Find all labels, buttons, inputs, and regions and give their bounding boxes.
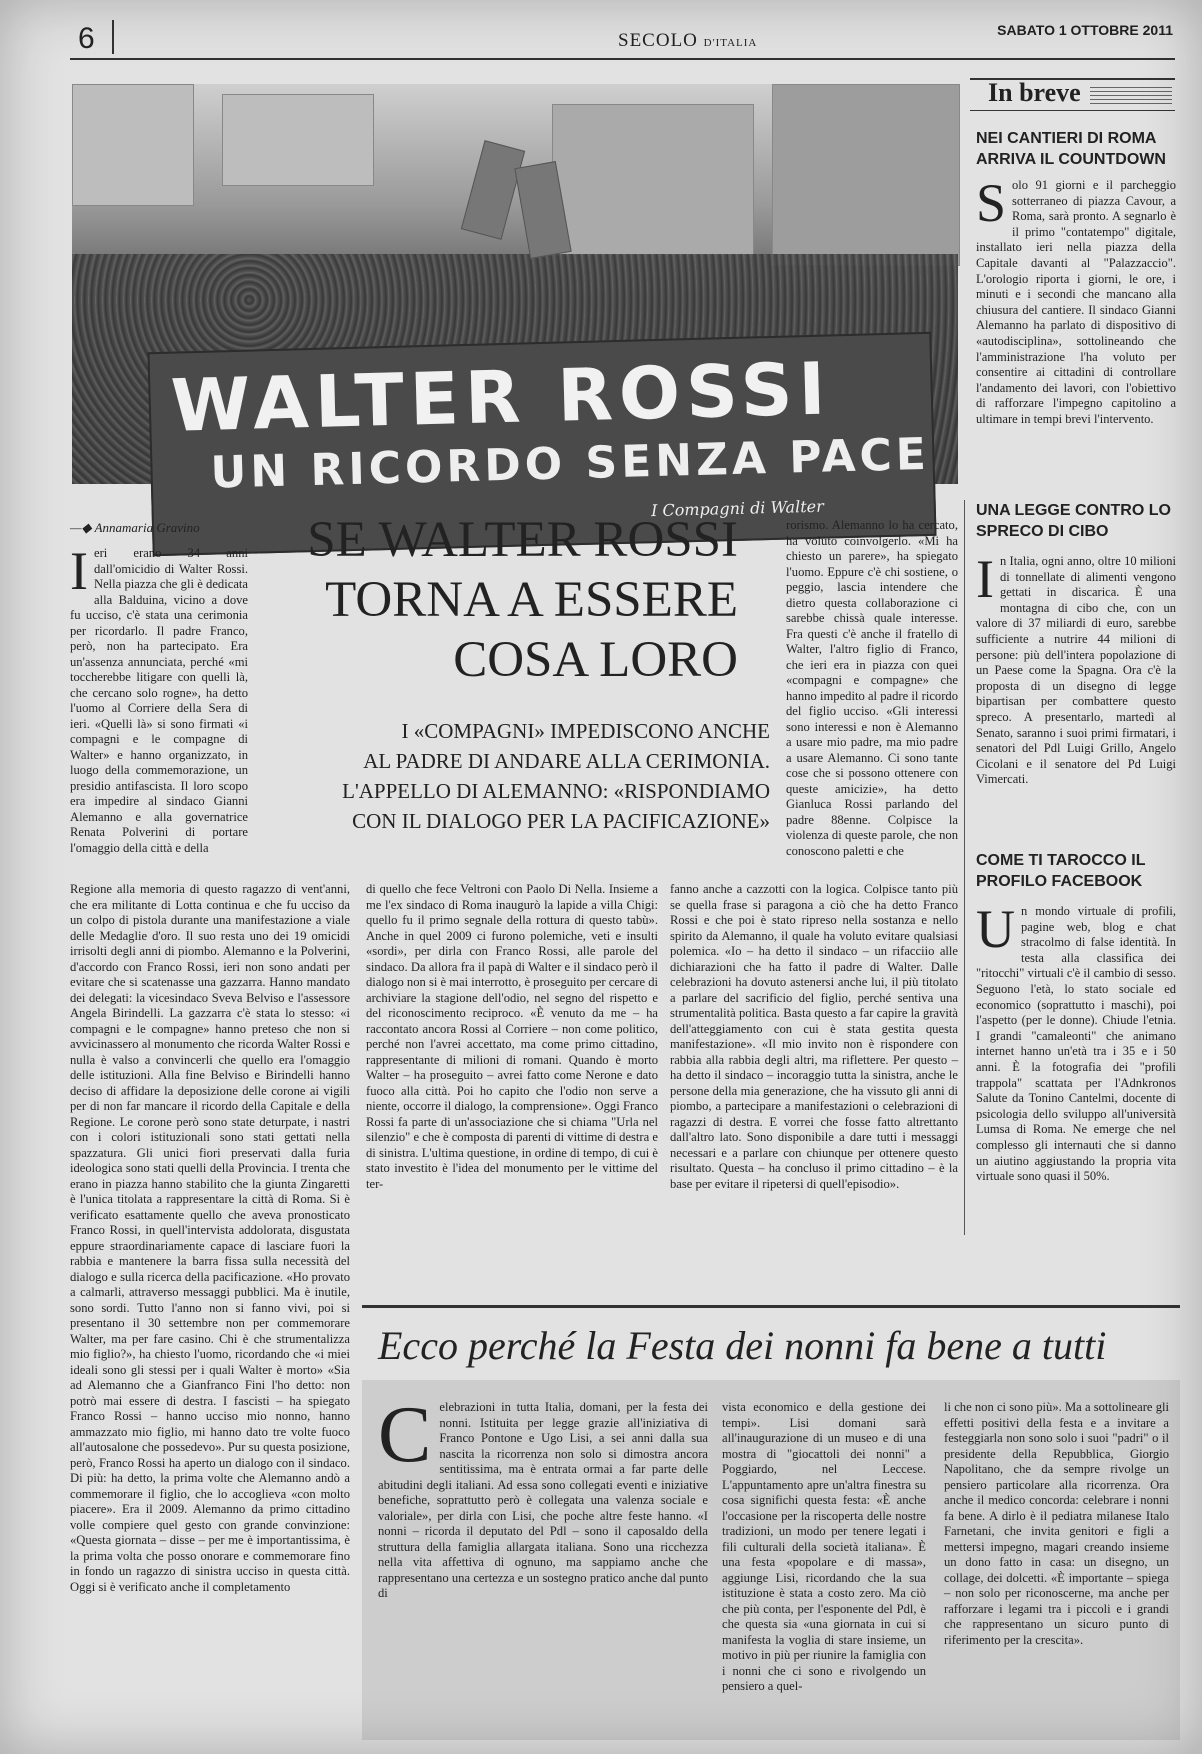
- main-deck: [258, 716, 770, 836]
- deck-line-1: I «COMPAGNI» IMPEDISCONO ANCHE: [401, 719, 770, 743]
- sidebar-rule: [964, 500, 965, 1235]
- sidebar-title-bar: [970, 78, 1175, 111]
- headline-line-3: COSA LORO: [453, 632, 738, 688]
- main-col3-top: rorismo. Alemanno lo ha cercato, ha voluto coinvolgerlo. «Mi ha chiesto un parere», ha spiegato l'uomo. Eppure c'è chi sostiene, o peggio, lascia intendere che dietro questa collaborazione ci sarebbe chissà quale interesse. Fra questi c'è anche il fratello di Walter, l'altro figlio di Franco, che ieri era in piazza con quei «compagni e compagne» che hanno impedito al padre il ricordo del figlio ucciso. «Gli interessi sono interessi e non è Alemanno a usare mio padre, ma mio padre a usare Alemanno. Ci sono tante cose che si possono ottenere con queste amicizie», ha detto Gianluca Rossi parlando del padre 88enne. Colpisce la violenza di queste parole, che non conoscono paletti e che: [786, 518, 958, 858]
- deck-line-3: L'APPELLO DI ALEMANNO: «RISPONDIAMO: [342, 779, 770, 803]
- main-dropcap: I: [70, 541, 88, 601]
- main-col1-bottom: Regione alla memoria di questo ragazzo di vent'anni, che era militante di Lotta continua e che fu ucciso da un colpo di pistola durante una manifestazione a viale delle Medaglie d'oro. Il suo resta uno dei 19 omicidi irrisolti degli anni di piombo. Alemanno e la Polverini, d'accordo con Franco Rossi, ieri non sono andati per evitare che si scatenasse una gazzarra. Hanno mandato dei delegati: la vicesindaco Sveva Belviso e l'assessore Angela Birindelli. La gazzarra c'è stata lo stesso: «i compagni e le compagne» hanno preteso che non si avvicinassero al monumento che ricorda Walter Rossi e nulla è valso a convincerli che quello era l'omaggio delle istituzioni. Alla fine Belviso e Birindelli hanno deciso di affidare la deposizione delle corone ai vigili per di non far mancare il ricordo della Capitale e della Regione. Le corone però sono state deturpate, i nastri con i colori istituzionali sono stati gettati nella spazzatura. Gli unici fiori preservati dalla furia ideologica sono stati quelli della Provincia. I trenta che erano in piazza hanno stabilito che la giunta Zingaretti è l'unica titolata a rappresentare la città di Roma. Si è verificato esattamente quello che aveva pronosticato Franco Rossi, in quell'intervista addolorata, disgustata eppure straordinariamente capace di lasciare fuori la rabbia e mantenere la barra fissa sulla necessità del dialogo e sulla ricerca della pacificazione. «Ho provato a calmarli, attraverso messaggi pubblici. Ma è inutile, sono sordi. Tutto l'anno non si fanno vivi, poi si presentano il 30 settembre non per commemorare Walter, ma per fare casino. Chi è che strumentalizza mio figlio?», ha chiesto l'uomo, ricordando che «i miei ideali sono gli stessi per i quali Walter è morto» «Sia ad Alemanno che a Gianfranco Fini l'ho detto: non potrò mai essere di destra. I fascisti – ha spiegato Franco Rossi – hanno ucciso mio nonno, hanno ammazzato mio figlio, mi hanno dato tre volte fuoco all'autosalone che possedevo». Pur su questa posizione, però, Franco Rossi ha aperto un dialogo con il sindaco. Di più: ha detto, la prima volte che Alemanno andò a commemorare il figlio, che lo accoglieva «con molto piacere». Era il 2009. Alemanno da primo cittadino volle compiere quel gesto con grande convinzione: «Questa giornata – disse – per me è importantissima, è la prima volta che posso onorare e commemorare fino in fondo un ragazzo di sinistra ucciso in questa città. Oggi si è verificato anche il completamento: [70, 882, 350, 1594]
- main-col3-bottom: fanno anche a cazzotti con la logica. Colpisce tanto più se quella frase si paragona a ciò che ha detto Franco Rossi e che poi è stato ripreso nella sostanza e nello spirito da Alemanno, il quale ha voluto evitare qualsiasi polemica. «Io – ha detto il sindaco – un rifacciio alle dichiarazioni che ha fatto il padre di Walter. Dalle celebrazioni ha dovuto astenersi anche lui, il più titolato a parlare del sacrificio del figlio, perché sentiva una strumentalità politica. Basta questo a far capire la gravità dell'atteggiamento con cui è stata gestita questa manifestazione». «Il mio invito non è rispondere con rabbia alla rabbia degli altri, ma riflettere. Per questo – ha detto il sindaco – incoraggio tutta la sinistra, anche le persone della mia generazione, che ha vissuto gli anni di piombo, a partecipare a manifestazioni o celebrazioni di ragazzi di destra. E vorrei che fosse fatto altrettanto dall'altro lato. Sono disponibile a dare tutti i messaggi necessari e a parlare con chiunque per ottenere questo risultato. Questa – ha concluso il primo cittadino – è la base per evitare il ripetersi di quell'episodio».: [670, 882, 958, 1191]
- author-name: Annamaria Gravino: [94, 520, 200, 535]
- brief-text-3: n mondo virtuale di profili, pagine web, blog e chat stracolmo di false identità. In testa alla classifica dei "ritocchi" virtuali c'è il cambio di sesso. Seguono l'età, lo stato sociale ed economico (soprattutto i maschi), poi l'aspetto (per le donne). Chiude l'etnia. I grandi "camaleonti" che animano internet hanno un'età tra i 35 e i 50 anni. È la fotografia dei "profili trappola" scattata per l'Adnkronos Salute da Tonino Cantelmi, docente di psicologia dello sviluppo all'università Lumsa di Roma. Ne emerge che nel complesso gli internauti che si danno un aiutino aggiustando la propria vita virtuale sono quasi il 50%.: [976, 904, 1176, 1184]
- brief-dropcap-3: U: [976, 899, 1015, 959]
- byline: —◆ Annamaria Gravino: [70, 520, 200, 535]
- deck-line-4: CON IL DIALOGO PER LA PACIFICAZIONE»: [352, 809, 770, 833]
- main-headline: [258, 510, 738, 690]
- paper-name-suffix: D'ITALIA: [703, 37, 758, 49]
- brief-body-3: [976, 899, 1176, 1244]
- deck-line-2: AL PADRE DI ANDARE ALLA CERIMONIA.: [363, 749, 770, 773]
- festa-dropcap: C: [378, 1391, 432, 1479]
- festa-col3: li che non ci sono più». Ma a sottolineare gli effetti positivi della festa e a invitare a festeggiarla non sono solo i suoi "padri" o il presidente della Repubblica, Giorgio Napolitano, che da sempre rivolge un pensiero particolare alla ricorrenza. Ora anche il medico concorda: celebrare i nonni fa bene. A dirlo è il pediatra milanese Italo Farnetani, che invita genitori e figli a mettersi impegno, magari creando insieme un dono fatto in casa: un disegno, un collage, dei dolcetti. «È importante – spiega – non solo per riconoscerne, ma anche per rafforzare i legami tra i piccoli e i grandi che rappresentano un sicuro punto di riferimento per la crescita».: [944, 1400, 1169, 1647]
- sidebar-title: In breve: [988, 78, 1081, 107]
- flag: [461, 140, 525, 240]
- paper-name-main: SECOLO: [618, 30, 698, 51]
- page-number: 6: [78, 22, 95, 55]
- brief-headline-2: UNA LEGGE CONTRO LO SPRECO DI CIBO: [976, 502, 1171, 540]
- paper-name: [618, 30, 757, 52]
- building-left: [72, 84, 194, 206]
- brief-body-2: [976, 549, 1176, 844]
- masthead: [70, 18, 1175, 60]
- issue-date: SABATO 1 OTTOBRE 2011: [997, 22, 1173, 38]
- main-col1-top-text: eri erano 34 anni dall'omicidio di Walter Rossi. Nella piazza che gli è dedicata alla Balduina, vicino a dove fu ucciso, c'è stata una cerimonia per ricordarlo. Il padre Franco, però, non ha partecipato. Era un'assenza annunciata, perché «mi toccherebbe litigare con quelli là, che cercano solo rogne», ha detto l'uomo al Corriere della Sera di ieri. «Quelli là» si sono firmati «i compagni e le compagne di Walter» e hanno organizzato, in luogo della commemorazione, un presidio antifascista. Il loro scopo era impedire al sindaco Gianni Alemanno e alla governatrice Renata Polverini di portare l'omaggio della città e della: [70, 546, 248, 855]
- building-center: [552, 104, 754, 256]
- brief-dropcap-2: I: [976, 549, 994, 609]
- banner-sub-text: UN RICORDO SENZA PACE: [209, 428, 931, 499]
- sidebar-title-hatch: [1090, 86, 1172, 104]
- festa-col1-text: elebrazioni in tutta Italia, domani, per la festa dei nonni. Istituita per legge grazie all'iniziativa di Franco Pontone e Ugo Lisi, a sei anni dalla sua nascita la ricorrenza non solo si dimostra ancora sentitissima, ma è entrata ormai a far parte delle abitudini degli italiani. Ad essa sono collegati eventi e iniziative benefiche, soprattutto però è collegata una valenza sociale e valoriale», per dirla con Lisi, che poche altre feste hanno. «I nonni – ricorda il deputato del Pdl – sono il caposaldo della struttura della famiglia allargata italiana. Sono una ricchezza nella vita affettiva di ognuno, ma sappiamo anche che rappresentano una certezza e un sostegno pratico anche dal punto di: [378, 1400, 708, 1600]
- building-center-left: [222, 94, 374, 186]
- lead-photo: [72, 84, 958, 521]
- building-right: [772, 84, 960, 266]
- main-col1-top: [70, 541, 248, 882]
- banner-main-text: WALTER ROSSI: [169, 346, 833, 448]
- brief-text-1: olo 91 giorni e il parcheggio sotterraneo di piazza Cavour, a Roma, sarà pronto. A segnarlo è il primo "contatempo" digitale, installato ieri nella piazza della Capitale davanti al "Palazzaccio". L'orologio riporta i giorni, le ore, i minuti e i secondi che mancano alla chiusura del cantiere. Il sindaco Gianni Alemanno ha parlato di dispositivo di «autodisciplina», sottolineando che l'amministrazione l'ha voluto per consentire ai cittadini di controllare l'andamento dei lavori, con l'obiettivo di rafforzare l'impegno capitolino a ultimare in tempi brevi l'intervento.: [976, 178, 1176, 426]
- masthead-divider: [112, 20, 114, 54]
- brief-headline-3: COME TI TAROCCO IL PROFILO FACEBOOK: [976, 852, 1146, 890]
- banner-signature: I Compagni di Walter: [650, 496, 824, 521]
- brief-headline-1: NEI CANTIERI DI ROMA ARRIVA IL COUNTDOWN: [976, 130, 1166, 168]
- main-col2: di quello che fece Veltroni con Paolo Di Nella. Insieme a me l'ex sindaco di Roma inaugurò la lapide a villa Chigi: quello fu il primo segnale della rottura di questo tabù». Anche in quel 2009 ci furono polemiche, veti e insulti «sordi», per dirla con Franco Rossi, alle parole del sindaco. Da allora fra il papà di Walter e il sindaco però il dialogo non si è mai interrotto, è proseguito per cercare di archiviare la stagione dell'odio, nel segno del rispetto e del riconoscimento reciproco. «È venuto da me – ha raccontato ancora Rossi al Corriere – non come politico, perché non l'avrei accettato, ma come primo cittadino, rappresentante di milioni di romani. Quando è morto Walter – ha proseguito – avrei fatto come Nerone e dato fuoco alla città. Poi ho capito che l'odio non serve a niente, occorre il dialogo, la comprensione». Oggi Franco Rossi fa parte di un'associazione che si chiama "Urla nel silenzio" e che è composta di parenti di vittime di destra e di sinistra. L'ultima questione, in ordine di tempo, di cui è stato investito è l'idea del monumento per le vittime del ter-: [366, 882, 659, 1191]
- festa-col1: [378, 1391, 708, 1730]
- brief-dropcap-1: S: [976, 173, 1007, 233]
- festa-col2: vista economico e della gestione dei tempi». Lisi domani sarà all'inaugurazione di un museo e di una mostra di "giocattoli dei nonni" a Poggiardo, nel Leccese. L'appuntamento apre un'altra finestra su cosa significhi questa festa: «È anche l'occasione per la riscoperta delle nostre tradizioni, un modo per tenere legati i fili culturali della società italiana». È una festa «popolare e di massa», aggiunge Lisi, ricordando che la sua istituzione è stata a costo zero. Ma ciò che più conta, per l'esponente del Pdl, è che questa sia «una giornata in cui si manifesta la voglia di stare insieme, un motivo in più per riunire la famiglia con i nonni che ci sono e rivolgendo un pensiero a quel-: [722, 1400, 926, 1693]
- headline-line-1: SE WALTER ROSSI: [307, 512, 738, 568]
- brief-text-2: n Italia, ogni anno, oltre 10 milioni di tonnellate di alimenti vengono gettati in discarica. È una montagna di cibo che, con un valore di 37 miliardi di euro, sarebbe sufficiente a nutrire 44 milioni di persone: più dell'intera popolazione di un Paese come la Spagna. Ora c'è la proposta di un disegno di legge bipartisan per combattere questo spreco. A presentarlo, martedì al Senato, saranno i suoi primi firmatari, i senatori del Pdl Luigi Grillo, Angelo Cicolani e il senatore del Pd Luigi Vimercati.: [976, 554, 1176, 787]
- festa-headline: Ecco perché la Festa dei nonni fa bene a tutti: [378, 1323, 1107, 1368]
- brief-body-1: [976, 173, 1176, 478]
- headline-line-2: TORNA A ESSERE: [325, 572, 738, 628]
